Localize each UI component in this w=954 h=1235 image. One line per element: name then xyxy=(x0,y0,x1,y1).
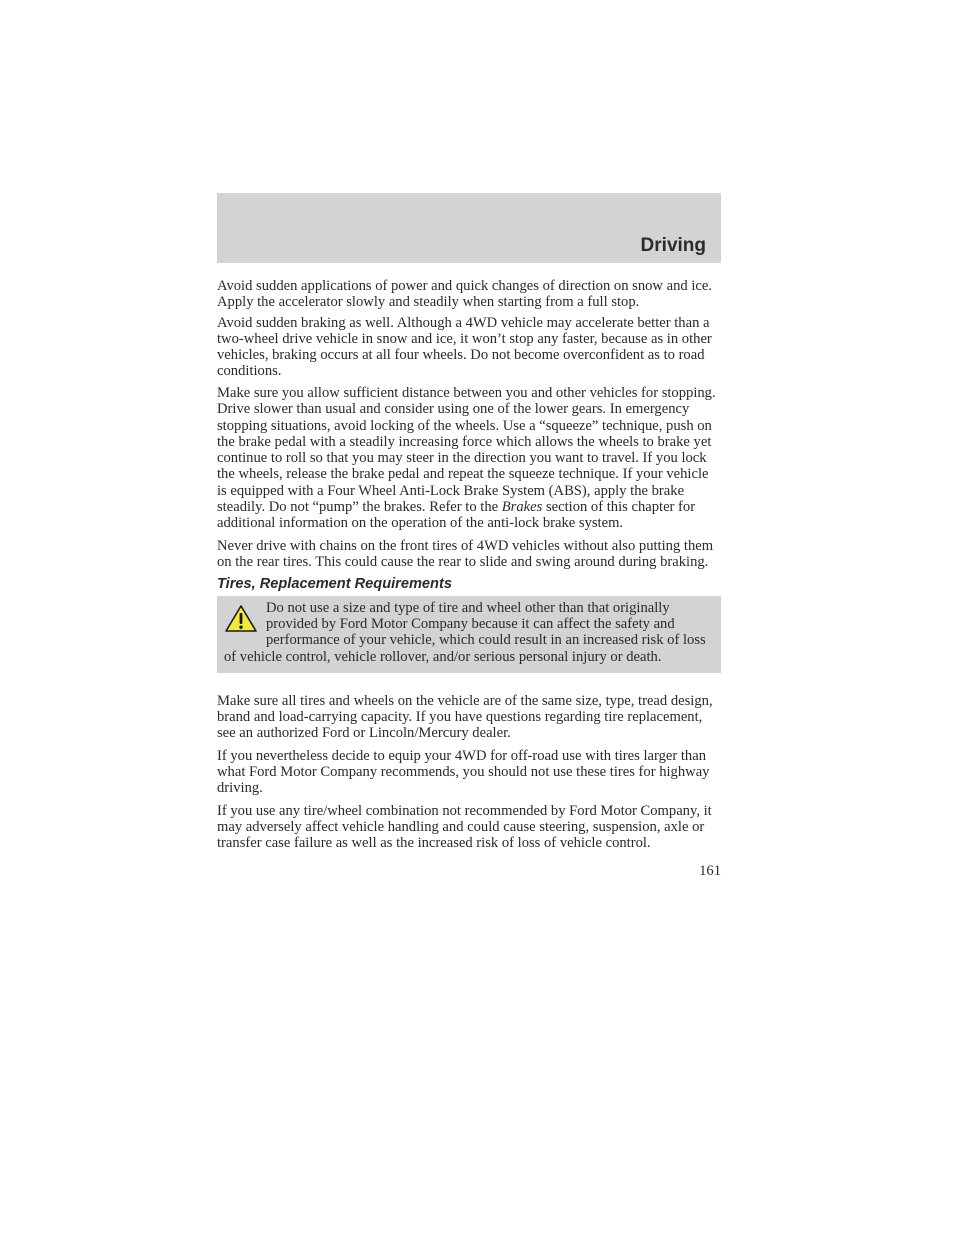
paragraph-off-road-tires: If you nevertheless decide to equip your 4WD for off-road use with tires larger than what Ford Motor Company recommends, you should not use these tires for highway driving. xyxy=(217,748,710,797)
paragraph-tire-wheel-combination: If you use any tire/wheel combination not recommended by Ford Motor Company, it may adversely affect vehicle handling and could cause steering, suspension, axle or transfer case failure as well as the increased risk of loss of vehicle control. xyxy=(217,803,712,852)
manual-page xyxy=(217,193,721,880)
paragraph-chains: Never drive with chains on the front tires of 4WD vehicles without also putting them on the rear tires. This could cause the rear to slide and swing around during braking. xyxy=(217,537,714,570)
section-title: Driving xyxy=(640,235,706,256)
page-number: 161 xyxy=(699,863,721,880)
warning-text: Do not use a size and type of tire and wheel other than that originally provided by Ford Motor Company because it can affect the safety and performance of your vehicle, which could result in an increased risk of loss of vehicle control, vehicle rollover, and/or serious personal injury or death. xyxy=(224,599,706,665)
paragraph-stopping-text-a: Make sure you allow sufficient distance between you and other vehicles for stopping. Drive slower than usual and consider using one of the lower gears. In emergency stopping situations, avoid locking of the wheels. Use a “squeeze” technique, push on the brake pedal with a steadily increasing force which allows the wheels to brake yet continue to roll so that you may steer in the direction you want to travel. If you lock the wheels, release the brake pedal and repeat the squeeze technique. If your vehicle is equipped with a Four Wheel Anti-Lock Brake System (ABS), apply the brake steadily. Do not “pump” the brakes. Refer to the xyxy=(217,385,716,516)
warning-box xyxy=(217,596,721,674)
page-content xyxy=(217,263,721,880)
brakes-section-reference: Brakes xyxy=(501,499,543,516)
paragraph-stopping-text-b: section of this chapter for additional information on the operation of the anti-lock brake system. xyxy=(217,499,696,532)
paragraph-power-changes: Avoid sudden applications of power and quick changes of direction on snow and ice. Apply the accelerator slowly and steadily when starting from a full stop. xyxy=(217,278,712,310)
subheading-tires-replacement: Tires, Replacement Requirements xyxy=(217,575,452,592)
paragraph-stopping-distance xyxy=(217,385,721,532)
section-header-band xyxy=(217,193,721,263)
warning-triangle-icon xyxy=(224,604,258,634)
paragraph-sudden-braking: Avoid sudden braking as well. Although a 4WD vehicle may accelerate better than a two-wheel drive vehicle in snow and ice, it won’t stop any faster, because as in other vehicles, braking occurs at all four wheels. Do not become overconfident as to road conditions. xyxy=(217,315,712,379)
paragraph-same-size-tires: Make sure all tires and wheels on the vehicle are of the same size, type, tread design, brand and load-carrying capacity. If you have questions regarding tire replacement, see an authorized Ford or Lincoln/Mercury dealer. xyxy=(217,693,713,742)
